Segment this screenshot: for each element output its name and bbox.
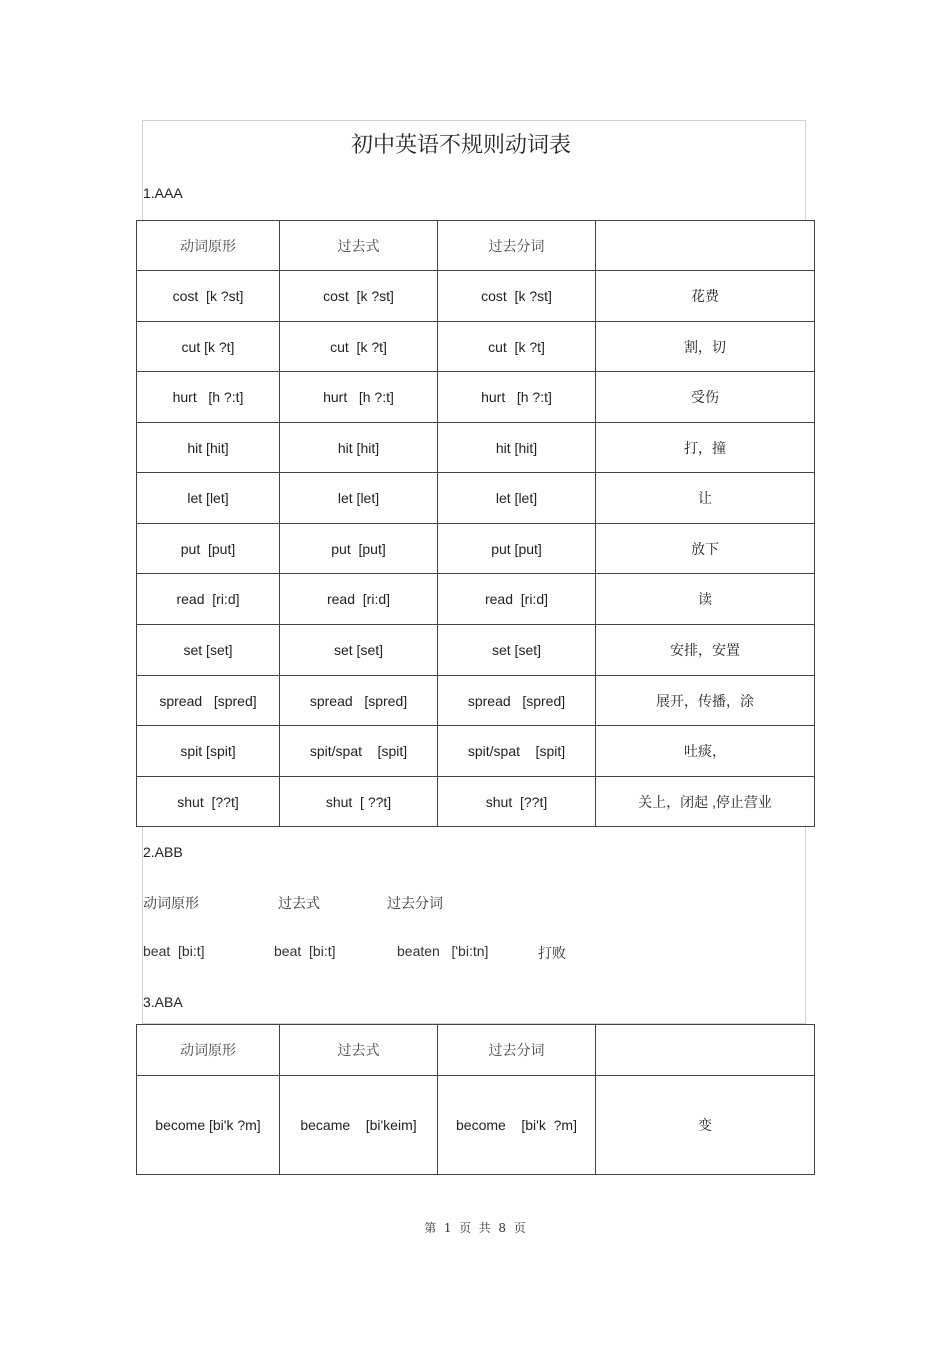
header-cell: 过去式 — [280, 1025, 438, 1076]
header-cell: 动词原形 — [137, 1025, 280, 1076]
cell: let [let] — [280, 473, 438, 524]
abb-header-participle: 过去分词 — [387, 895, 443, 911]
table-row — [137, 524, 815, 574]
table-row — [137, 574, 815, 625]
header-cell: 动词原形 — [137, 221, 280, 271]
table-row — [137, 322, 815, 372]
cell: cost [k ?st] — [137, 271, 280, 322]
aaa-table — [136, 220, 815, 827]
cell: 展开，传播，涂 — [596, 676, 815, 726]
abb-header-base: 动词原形 — [143, 895, 199, 911]
cell: cut [k ?t] — [137, 322, 280, 372]
cell: shut [??t] — [438, 777, 596, 827]
cell: hurt [h ?:t] — [438, 372, 596, 423]
cell: let [let] — [438, 473, 596, 524]
aba-table — [136, 1024, 815, 1175]
header-cell — [596, 221, 815, 271]
table-row — [137, 372, 815, 423]
cell: set [set] — [137, 625, 280, 676]
page-title: 初中英语不规则动词表 — [350, 133, 571, 158]
cell: put [put] — [280, 524, 438, 574]
cell: hurt [h ?:t] — [280, 372, 438, 423]
cell: hit [hit] — [137, 423, 280, 473]
cell: cut [k ?t] — [438, 322, 596, 372]
cell: read [ri:d] — [280, 574, 438, 625]
cell: spread [spred] — [438, 676, 596, 726]
cell: 读 — [596, 574, 815, 625]
cell: 让 — [596, 473, 815, 524]
cell: hit [hit] — [280, 423, 438, 473]
table-row — [137, 777, 815, 827]
cell: cost [k ?st] — [280, 271, 438, 322]
header-cell: 过去式 — [280, 221, 438, 271]
cell: become [bi'k ?m] — [137, 1076, 280, 1175]
cell: spread [spred] — [280, 676, 438, 726]
table-row — [137, 1076, 815, 1175]
cell: read [ri:d] — [438, 574, 596, 625]
cell: shut [ ??t] — [280, 777, 438, 827]
table-row — [137, 423, 815, 473]
cell: set [set] — [280, 625, 438, 676]
abb-header-past: 过去式 — [278, 895, 320, 911]
cell: hit [hit] — [438, 423, 596, 473]
cell: put [put] — [438, 524, 596, 574]
cell: 关上，闭起 ,停止营业 — [596, 777, 815, 827]
abb-participle-form: beaten ['bi:tn] — [397, 943, 489, 959]
header-cell: 过去分词 — [438, 1025, 596, 1076]
abb-meaning: 打败 — [538, 945, 566, 961]
table-header-row — [137, 1025, 815, 1076]
cell: 受伤 — [596, 372, 815, 423]
table-row — [137, 676, 815, 726]
cell: put [put] — [137, 524, 280, 574]
header-cell — [596, 1025, 815, 1076]
abb-base-form: beat [bi:t] — [143, 943, 205, 959]
cell: 变 — [596, 1076, 815, 1175]
cell: 放下 — [596, 524, 815, 574]
section-heading-abb: 2.ABB — [143, 844, 183, 860]
table-row — [137, 726, 815, 777]
table-row — [137, 473, 815, 524]
cell: hurt [h ?:t] — [137, 372, 280, 423]
section-heading-aaa: 1.AAA — [143, 185, 183, 201]
cell: let [let] — [137, 473, 280, 524]
cell: spit/spat [spit] — [280, 726, 438, 777]
cell: 吐痰， — [596, 726, 815, 777]
cell: read [ri:d] — [137, 574, 280, 625]
cell: become [bi'k ?m] — [438, 1076, 596, 1175]
cell: 花费 — [596, 271, 815, 322]
cell: 安排，安置 — [596, 625, 815, 676]
cell: cut [k ?t] — [280, 322, 438, 372]
section-heading-aba: 3.ABA — [143, 994, 183, 1010]
cell: set [set] — [438, 625, 596, 676]
table-row — [137, 271, 815, 322]
cell: cost [k ?st] — [438, 271, 596, 322]
page-footer: 第 1 页 共 8 页 — [424, 1221, 526, 1235]
table-header-row — [137, 221, 815, 271]
cell: spit [spit] — [137, 726, 280, 777]
cell: became [bi'keim] — [280, 1076, 438, 1175]
table-row — [137, 625, 815, 676]
cell: spit/spat [spit] — [438, 726, 596, 777]
cell: 割，切 — [596, 322, 815, 372]
cell: 打，撞 — [596, 423, 815, 473]
abb-past-form: beat [bi:t] — [274, 943, 336, 959]
cell: spread [spred] — [137, 676, 280, 726]
header-cell: 过去分词 — [438, 221, 596, 271]
cell: shut [??t] — [137, 777, 280, 827]
